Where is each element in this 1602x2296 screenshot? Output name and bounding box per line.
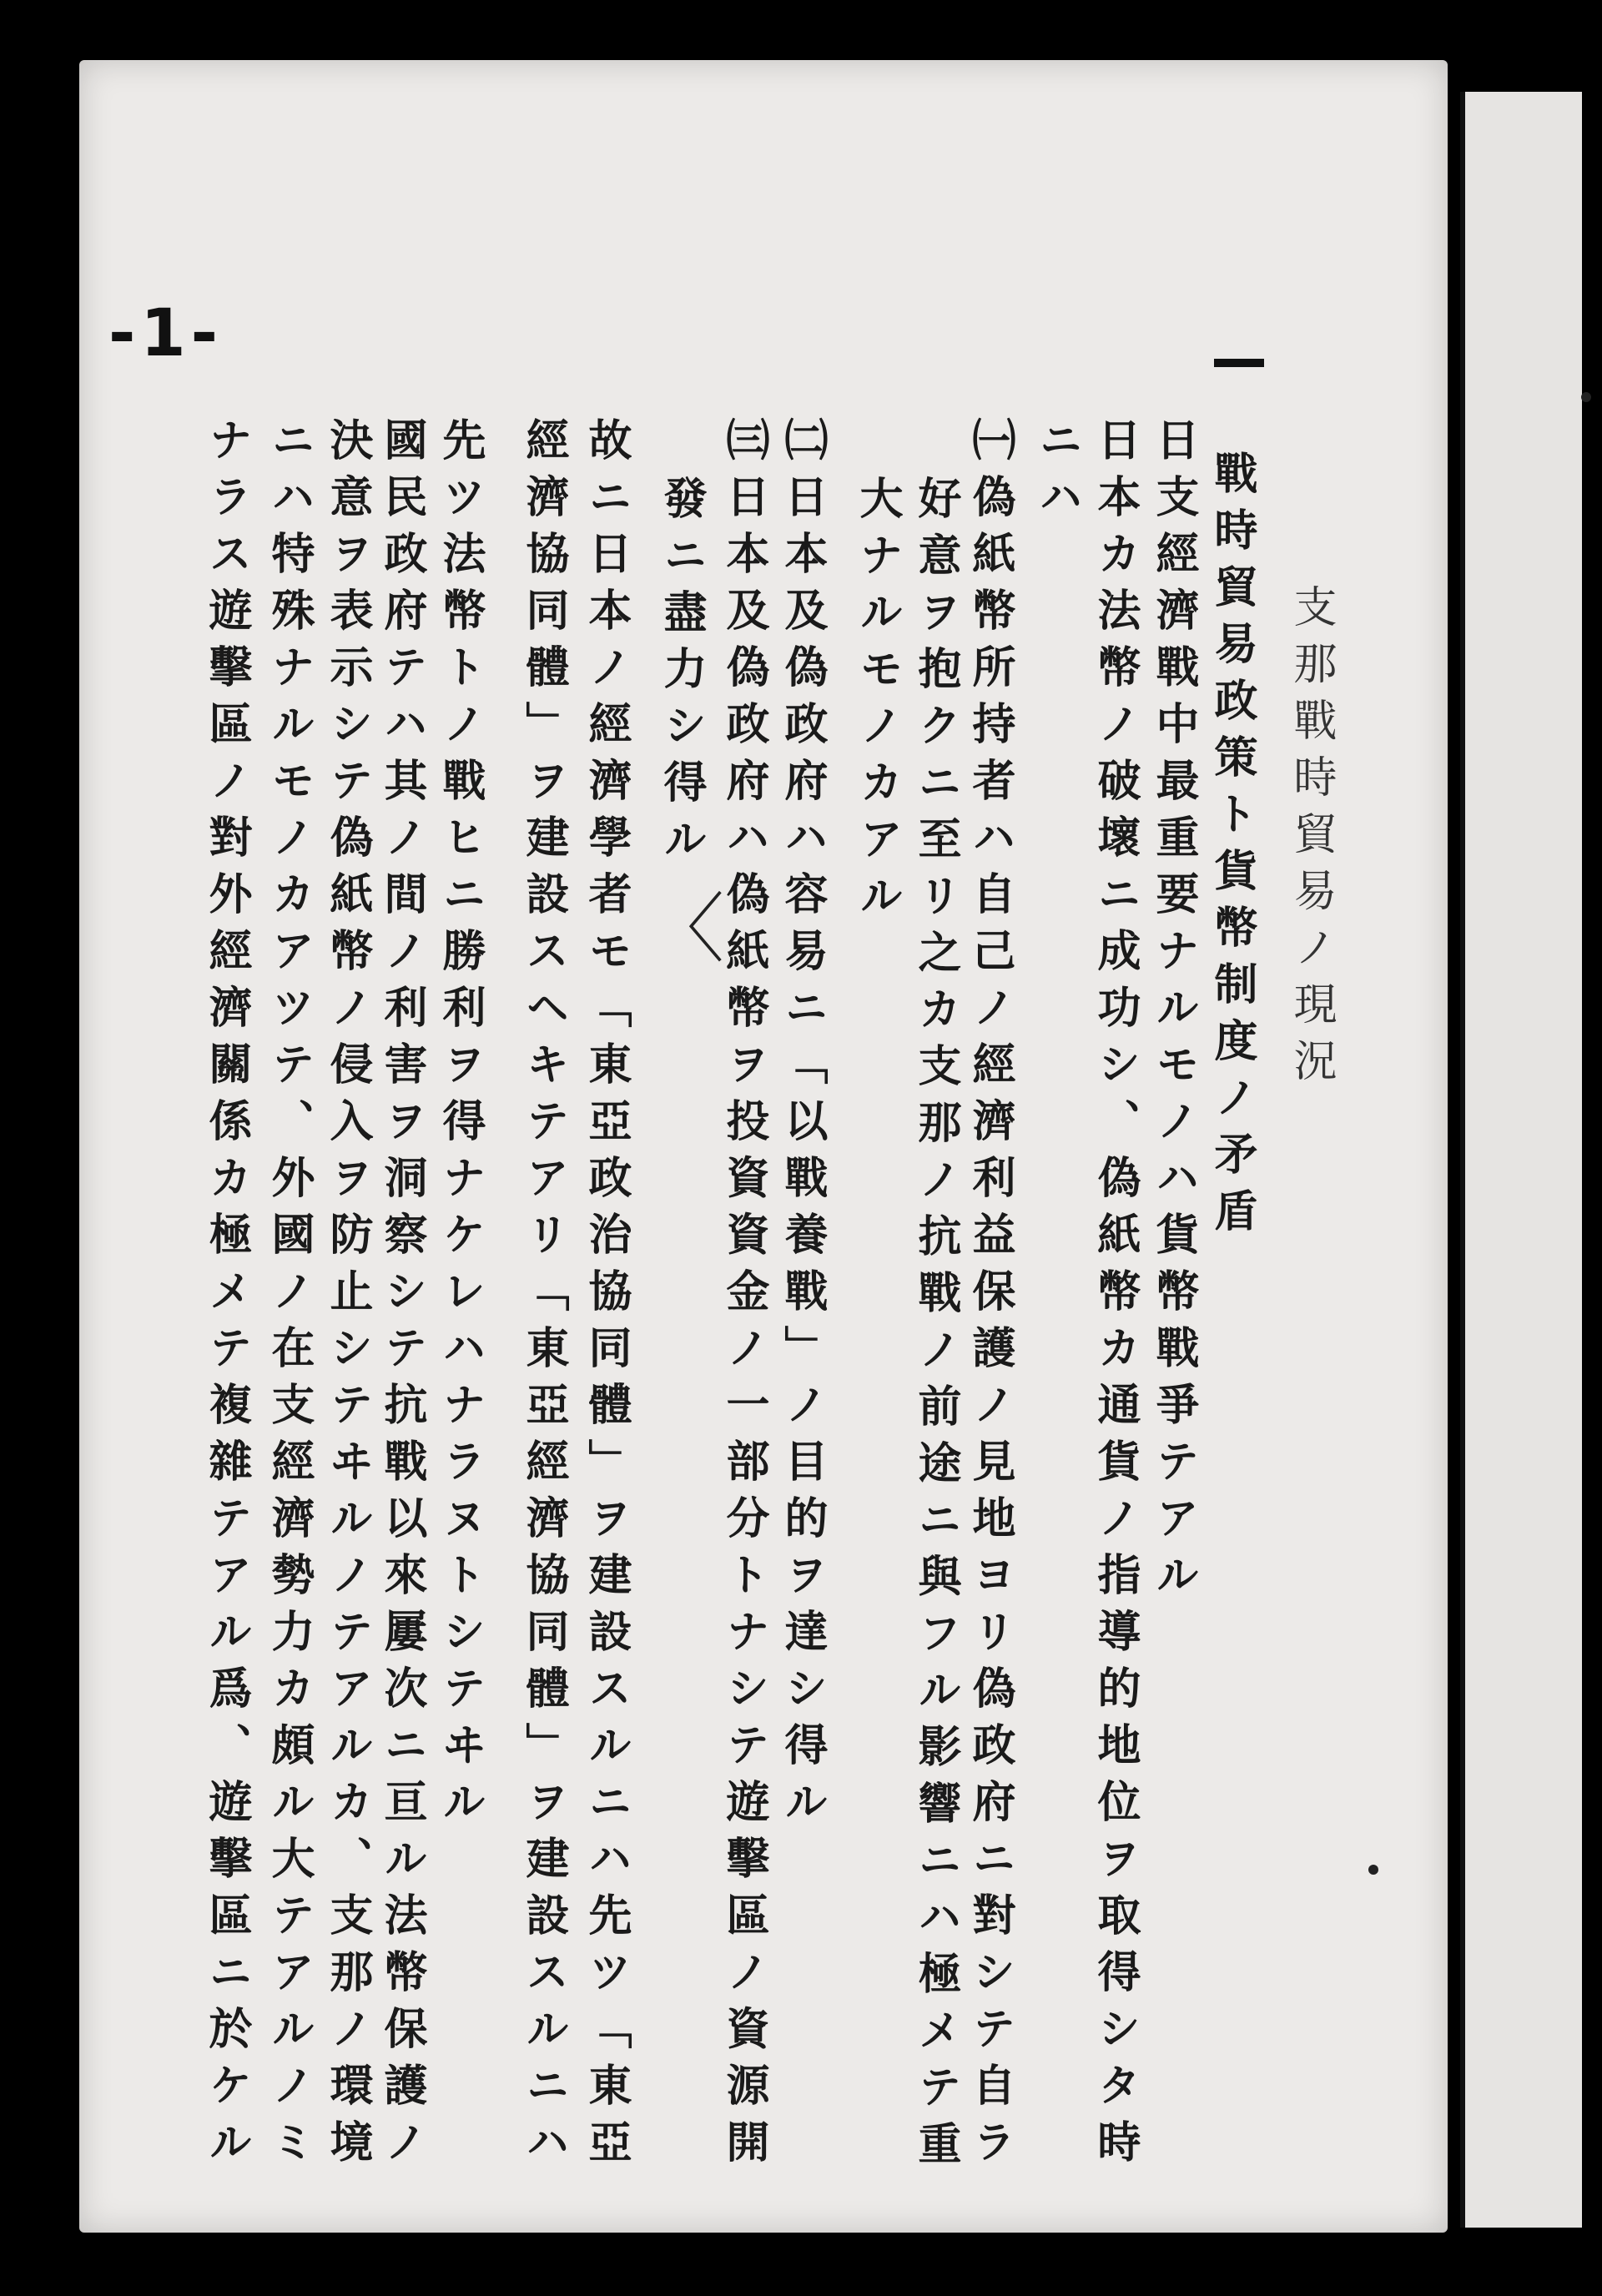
text-column: 日支經濟戰中最重要ナルモノハ貨幣戰爭テアル <box>1148 417 1199 1609</box>
page-number: -1- <box>108 296 224 371</box>
text-column: 大ナルモノカアル <box>852 476 903 929</box>
text-column: ニハ特殊ナルモノカアツテ、外國ノ在支經濟勢力カ頗ル大テアルノミ <box>264 417 315 2176</box>
text-column: 故ニ日本ノ經濟學者モ「東亞政治協同體」ヲ建設スルニハ先ツ「東亞 <box>581 417 632 2176</box>
ink-speck <box>1368 1865 1378 1875</box>
text-column: 決意ヲ表示シテ偽紙幣ノ侵入ヲ防止シテヰルノテアルカ、支那ノ環境 <box>322 417 373 2176</box>
text-column: ナラス遊擊區ノ對外經濟關係カ極メテ複雜テアル爲、遊擊區ニ於ケル <box>201 417 252 2176</box>
text-column: 好意ヲ抱クニ至リ之カ支那ノ抗戰ノ前途ニ與フル影響ニハ極メテ重 <box>910 476 961 2178</box>
text-column: 日本カ法幣ノ破壞ニ成功シ、偽紙幣カ通貨ノ指導的地位ヲ取得シタ時 <box>1090 417 1141 2176</box>
text-column: 國民政府テハ其ノ間ノ利害ヲ洞察シテ抗戰以來屢次ニ亘ル法幣保護ノ <box>376 417 427 2176</box>
text-column: ㈢日本及偽政府ハ偽紙幣ヲ投資資金ノ一部分トナシテ遊擊區ノ資源開 <box>718 417 769 2176</box>
adjacent-page-edge <box>1460 92 1582 2228</box>
ink-speck <box>1581 392 1591 402</box>
text-column: 發ニ盡力シ得ル <box>656 476 707 873</box>
text-column: 先ツ法幣トノ戰ヒニ勝利ヲ得ナケレハナラヌトシテヰル <box>435 417 486 1835</box>
text-column: 戰時貿易政策ト貨幣制度ノ矛盾 <box>1207 451 1257 1245</box>
text-column: ㈠偽紙幣所持者ハ自己ノ經濟利益保護ノ見地ヨリ偽政府ニ對シテ自ラ <box>965 417 1015 2176</box>
section-marker <box>1214 359 1264 367</box>
text-column: ㈡日本及偽政府ハ容易ニ「以戰養戰」ノ目的ヲ達シ得ル <box>777 417 828 1835</box>
margin-bracket-mark: 〈 <box>649 885 724 973</box>
text-column: ニハ <box>1031 417 1082 531</box>
text-column: 經濟協同體」ヲ建設スヘキテアリ「東亞經濟協同體」ヲ建設スルニハ <box>518 417 569 2176</box>
document-title: 支那戰時貿易ノ現況 <box>1286 584 1336 1095</box>
